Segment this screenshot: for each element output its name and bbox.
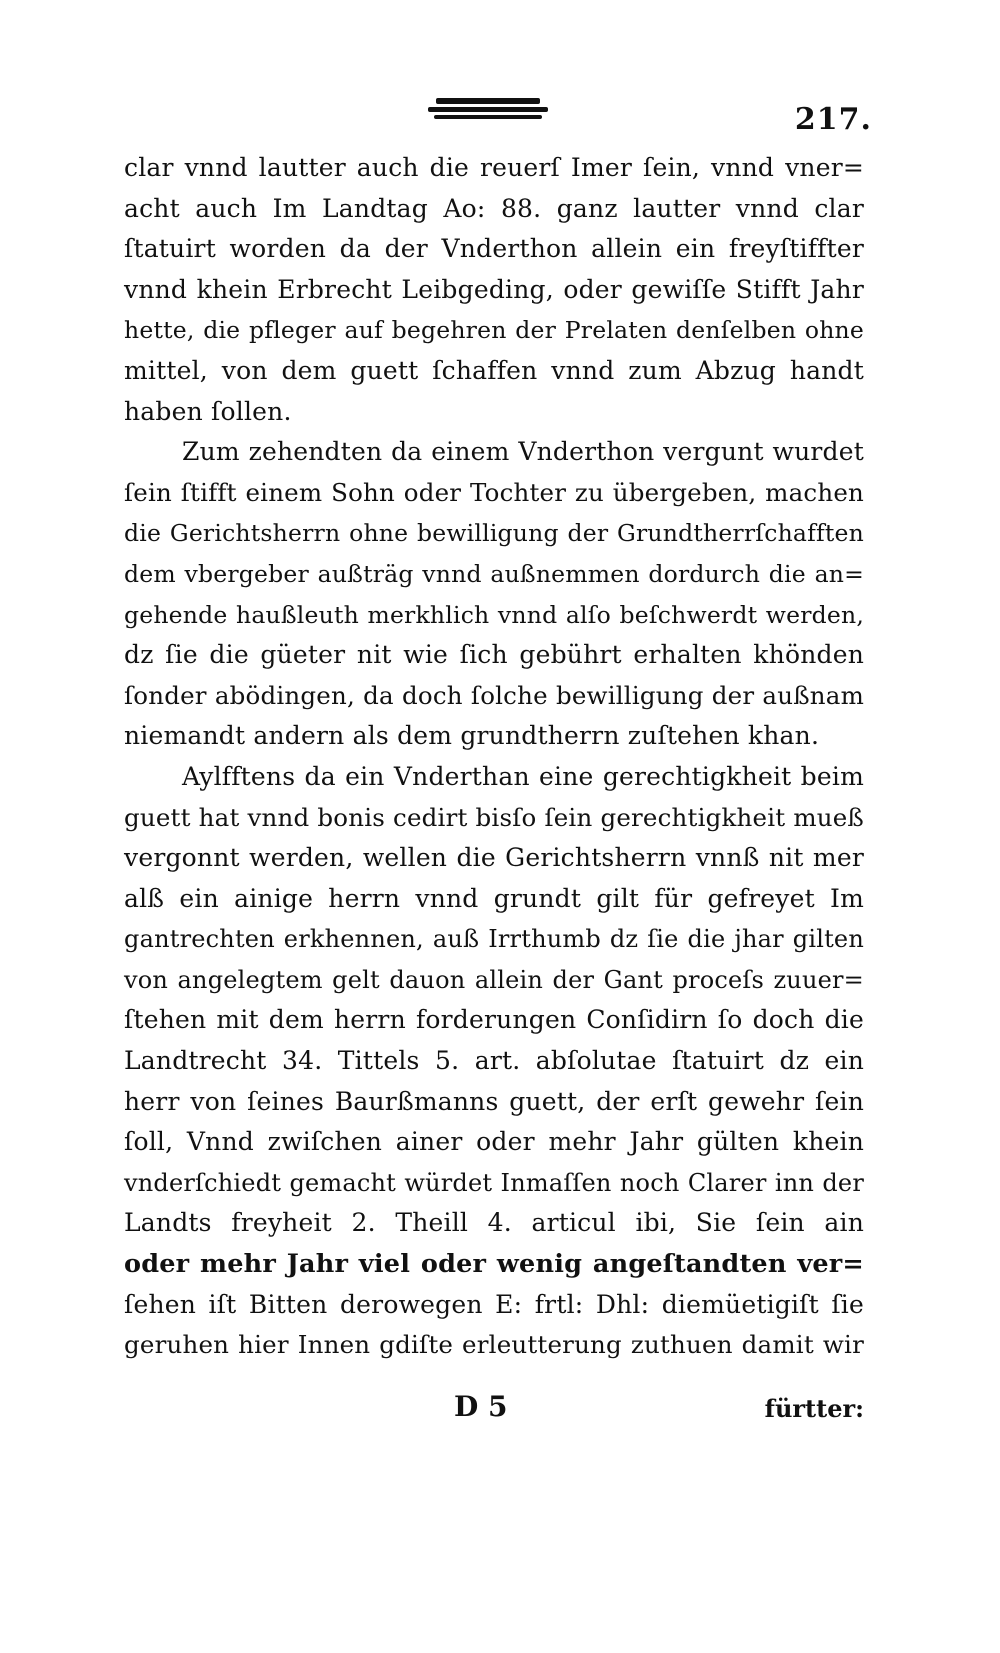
text-line: ſtatuirt worden da der Vnderthon allein ein freyſtiffter — [124, 234, 864, 264]
text-line: Landtrecht 34. Tittels 5. art. abſolutae ſtatuirt dz ein — [124, 1046, 864, 1076]
text-line: vnderſchiedt gemacht würdet Inmaſſen noch Clarer inn der — [124, 1168, 864, 1197]
page-footer — [124, 1390, 864, 1430]
ornament-rule — [434, 115, 542, 119]
text-line: hette, die pfleger auf begehren der Prelaten denſelben ohne — [124, 316, 864, 345]
text-line: alß ein ainige herrn vnnd grundt gilt für gefreyet Im — [124, 883, 864, 913]
text-line: gantrechten erkhennen, auß Irrthumb dz ſie die jhar gilten — [124, 925, 864, 954]
text-line: acht auch Im Landtag Ao: 88. ganz lautter vnnd clar — [124, 193, 864, 223]
text-line: niemandt andern als dem grundtherrn zuſtehen khan. — [124, 721, 820, 751]
text-line: von angelegtem gelt dauon allein der Gant proceſs zuuer= — [124, 965, 864, 994]
text-line: ſein ſtifft einem Sohn oder Tochter zu übergeben, machen — [124, 477, 864, 507]
paragraph-start-line: Aylfftens da ein Vnderthan eine gerechtigkheit beim — [182, 761, 864, 791]
ornament-rule — [428, 107, 548, 112]
header-ornament — [428, 98, 548, 122]
catchword: fürtter: — [764, 1394, 864, 1423]
text-line: oder mehr Jahr viel oder wenig angeſtandten ver= — [124, 1249, 864, 1280]
text-line: geruhen hier Innen gdiſte erleutterung zuthuen damit wir — [124, 1330, 864, 1360]
text-line: vergonnt werden, wellen die Gerichtsherrn vnnß nit mer — [124, 843, 864, 873]
text-line: clar vnnd lautter auch die reuerſ Imer ſein, vnnd vner= — [124, 153, 864, 182]
text-line: Landts freyheit 2. Theill 4. articul ibi, Sie ſein ain — [124, 1208, 864, 1238]
text-line: gehende haußleuth merkhlich vnnd alſo beſchwerdt werden, — [124, 600, 864, 629]
text-line: die Gerichtsherrn ohne bewilligung der Grundtherrſchafften — [124, 519, 864, 548]
text-line: vnnd khein Erbrecht Leibgeding, oder gewiſſe Stifft Jahr — [124, 274, 864, 304]
page-header — [0, 88, 1000, 148]
text-line: ſehen iſt Bitten derowegen E: frtl: Dhl: diemüetigiſt ſie — [124, 1289, 864, 1319]
signature-mark: D 5 — [454, 1390, 508, 1423]
text-line: haben ſollen. — [124, 396, 292, 426]
text-line: guett hat vnnd bonis cedirt bisſo ſein gerechtigkheit mueß — [124, 802, 864, 832]
text-line: mittel, von dem guett ſchaffen vnnd zum Abzug handt — [124, 355, 864, 385]
text-line: ſonder abödingen, da doch ſolche bewilligung der außnam — [124, 680, 864, 710]
text-line: ſoll, Vnnd zwiſchen ainer oder mehr Jahr gülten khein — [124, 1127, 864, 1157]
page-number: 217. — [794, 102, 872, 137]
text-line: ſtehen mit dem herrn forderungen Conſidirn ſo doch die — [124, 1005, 864, 1035]
text-line: dz ſie die güeter nit wie ſich gebührt erhalten khönden — [124, 640, 864, 670]
ornament-rule — [436, 98, 540, 104]
text-line: dem vbergeber außträg vnnd außnemmen dordurch die an= — [124, 559, 864, 588]
body-text — [124, 148, 864, 1366]
text-line: herr von ſeines Baurßmanns guett, der erſt gewehr ſein — [124, 1086, 864, 1116]
paragraph-start-line: Zum zehendten da einem Vnderthon vergunt wurdet — [182, 437, 864, 467]
